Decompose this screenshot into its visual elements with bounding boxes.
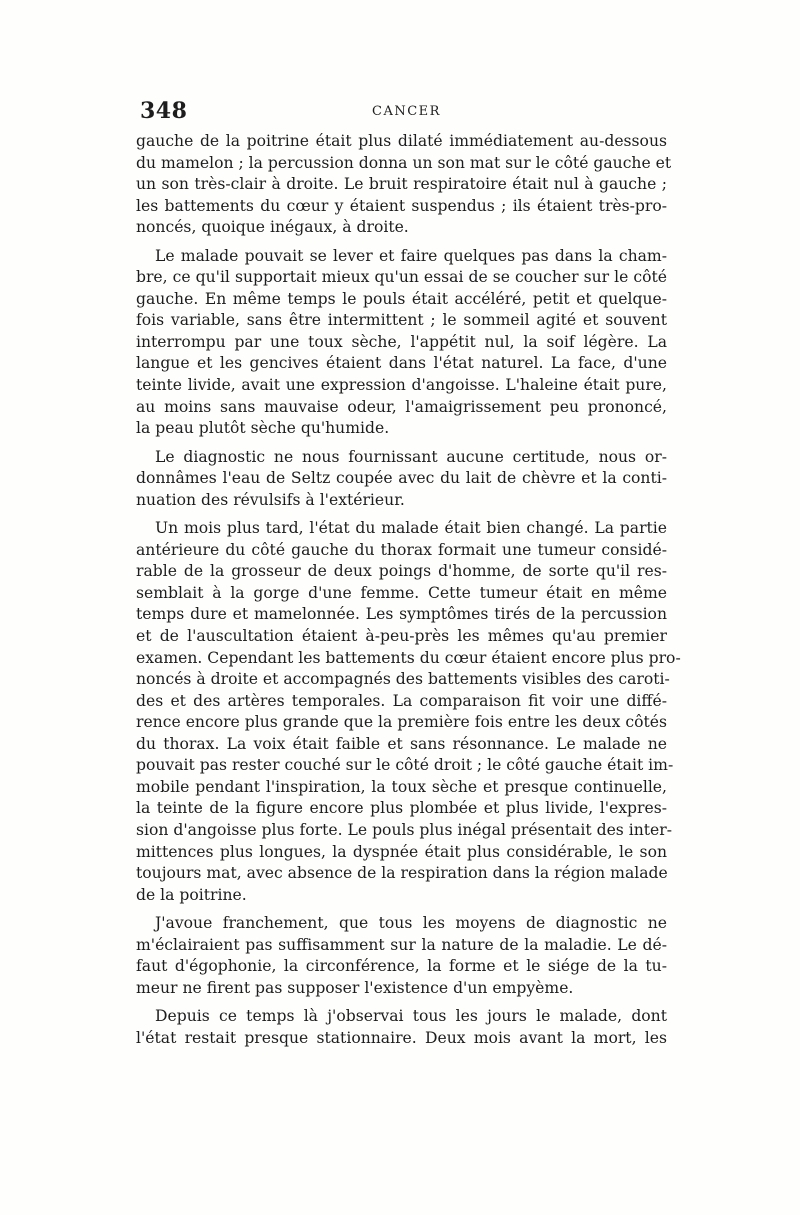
text-line: examen. Cependant les battements du cœur étaient encore plus pro- <box>136 648 681 667</box>
text-line: Le malade pouvait se lever et faire quelques pas dans la cham- <box>155 246 667 265</box>
page-number: 348 <box>140 98 188 124</box>
text-line: teinte livide, avait une expression d'angoisse. L'haleine était pure, <box>136 376 667 395</box>
text-line: gauche de la poitrine était plus dilaté immédiatement au-dessous <box>136 132 667 150</box>
paragraph-gap <box>136 239 667 246</box>
text-line: Un mois plus tard, l'état du malade était bien changé. La partie <box>155 519 667 538</box>
text-line: du thorax. La voix était faible et sans résonnance. Le malade ne <box>136 734 667 753</box>
text-line: la teinte de la figure encore plus plombée et plus livide, l'expres- <box>136 799 667 818</box>
text-line: du mamelon ; la percussion donna un son mat sur le côté gauche et <box>136 153 672 172</box>
text-line: antérieure du côté gauche du thorax formait une tumeur considé- <box>136 540 667 559</box>
text-line: Le diagnostic ne nous fournissant aucune certitude, nous or- <box>155 447 667 466</box>
text-line: l'état restait presque stationnaire. Deux mois avant la mort, les <box>136 1028 667 1047</box>
paragraph <box>136 131 672 239</box>
text-line: rable de la grosseur de deux poings d'homme, de sorte qu'il res- <box>136 562 667 581</box>
text-line: Depuis ce temps là j'observai tous les jours le malade, dont <box>155 1007 667 1026</box>
paragraph-gap <box>136 511 667 518</box>
running-head <box>140 98 667 128</box>
text-line: un son très-clair à droite. Le bruit respiratoire était nul à gauche ; <box>136 175 667 194</box>
text-line: semblait à la gorge d'une femme. Cette tumeur était en même <box>136 583 667 602</box>
text-line: de la poitrine. <box>136 885 247 904</box>
text-line: langue et les gencives étaient dans l'état naturel. La face, d'une <box>136 354 667 373</box>
paragraph <box>136 246 667 440</box>
text-line: m'éclairaient pas suffisamment sur la nature de la maladie. Le dé- <box>136 935 667 954</box>
paragraph-gap <box>136 440 667 447</box>
text-line: interrompu par une toux sèche, l'appétit nul, la soif légère. La <box>136 332 667 351</box>
paragraph <box>136 447 667 512</box>
text-line: au moins sans mauvaise odeur, l'amaigrissement peu prononcé, <box>136 397 667 416</box>
body-text <box>136 131 681 1049</box>
text-line: les battements du cœur y étaient suspendus ; ils étaient très-pro- <box>136 196 667 215</box>
text-line: et de l'auscultation étaient à-peu-près les mêmes qu'au premier <box>136 627 667 646</box>
text-line: donnâmes l'eau de Seltz coupée avec du lait de chèvre et la conti- <box>136 469 667 488</box>
running-title: CANCER <box>372 104 441 119</box>
text-line: fois variable, sans être intermittent ; le sommeil agité et souvent <box>136 311 667 330</box>
paragraph <box>136 518 681 906</box>
text-line: meur ne firent pas supposer l'existence d'un empyème. <box>136 978 574 997</box>
text-line: J'avoue franchement, que tous les moyens de diagnostic ne <box>155 914 667 933</box>
text-line: pouvait pas rester couché sur le côté droit ; le côté gauche était im- <box>136 756 674 775</box>
text-line: noncés, quoique inégaux, à droite. <box>136 218 409 237</box>
text-line: des et des artères temporales. La comparaison fit voir une diffé- <box>136 691 667 710</box>
paragraph-gap <box>136 906 667 913</box>
paragraph <box>136 913 667 999</box>
text-line: bre, ce qu'il supportait mieux qu'un essai de se coucher sur le côté <box>136 268 667 287</box>
text-line: sion d'angoisse plus forte. Le pouls plus inégal présentait des inter- <box>136 820 673 839</box>
text-line: mobile pendant l'inspiration, la toux sèche et presque continuelle, <box>136 777 667 796</box>
text-line: toujours mat, avec absence de la respiration dans la région malade <box>136 864 668 883</box>
paragraph-gap <box>136 999 667 1006</box>
text-line: mittences plus longues, la dyspnée était plus considérable, le son <box>136 842 667 861</box>
text-line: nuation des révulsifs à l'extérieur. <box>136 490 405 509</box>
text-line: temps dure et mamelonnée. Les symptômes tirés de la percussion <box>136 605 667 624</box>
text-line: faut d'égophonie, la circonférence, la forme et le siége de la tu- <box>136 957 667 976</box>
text-line: la peau plutôt sèche qu'humide. <box>136 419 390 438</box>
text-line: noncés à droite et accompagnés des battements visibles des caroti- <box>136 670 670 689</box>
text-line: rence encore plus grande que la première fois entre les deux côtés <box>136 713 667 732</box>
paragraph <box>136 1006 667 1049</box>
text-line: gauche. En même temps le pouls était accéléré, petit et quelque- <box>136 289 667 308</box>
